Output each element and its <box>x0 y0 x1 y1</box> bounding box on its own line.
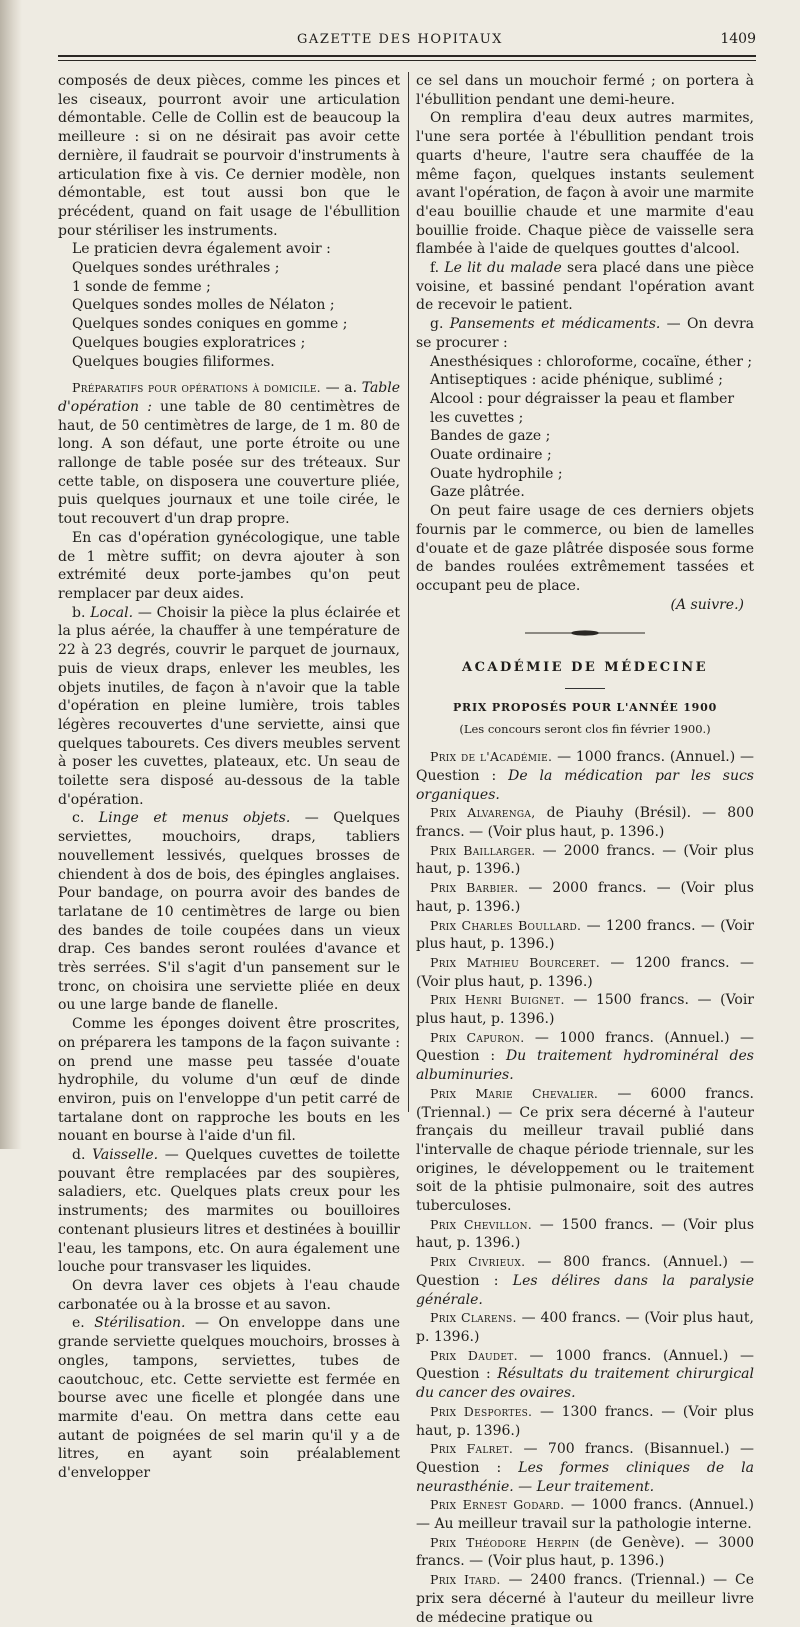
prize-name: Prix Ernest Godard. <box>430 1497 565 1513</box>
running-header: GAZETTE DES HOPITAUX <box>297 32 503 47</box>
prize-name: Prix Itard. <box>430 1572 501 1588</box>
prize-entry <box>416 1216 754 1253</box>
prize-entry <box>416 1571 754 1627</box>
prize-name: Prix Clarens. <box>430 1310 517 1326</box>
prize-text: — 1000 francs. (Annuel.) — Question : <box>416 749 754 784</box>
prize-name: Prix Baillarger. <box>430 842 536 858</box>
list-item: Quelques bougies filiformes. <box>72 353 275 370</box>
prize-name: Prix Mathieu Bourceret. <box>430 954 600 970</box>
prize-text: (de Genève). — 3000 francs. — (Voir plus haut, p. 1396.) <box>416 1534 755 1570</box>
prize-entry <box>416 1085 754 1216</box>
list-item: 1 sonde de femme ; <box>72 278 211 295</box>
list-item: Bandes de gaze ; <box>430 428 551 445</box>
prize-text: — 2000 francs. — (Voir plus haut, p. 1396.) <box>416 880 754 915</box>
prize-question: Les délires dans la paralysie générale. <box>416 1272 754 1308</box>
subheading: Table d'opération : <box>58 380 401 415</box>
subheading: Pansements et médicaments. <box>449 316 661 333</box>
list-item: Anesthésiques : chloroforme, cocaïne, éther ; <box>430 353 753 370</box>
prize-text: — 6000 francs. (Triennal.) — Ce prix sera décerné à l'auteur français du meilleur travail publié dans l'intervalle de chaque période triennale, sur les origines, le développement ou le traitement soit de la phtisie pulmonaire, soit des autres tuberculoses. <box>416 1085 754 1215</box>
prize-name: Prix Capuron. <box>430 1029 525 1045</box>
supplies-list <box>416 353 754 503</box>
prize-entry <box>416 748 754 804</box>
subheading: Le lit du malade <box>444 260 562 277</box>
prize-entry <box>416 991 754 1028</box>
paragraph: e. Stérilisation. — On enveloppe dans une grande serviette quelques mouchoirs, brosses à ongles, tampons, serviettes, tubes de caoutchouc, etc. Cette serviette est fermée en bourse avec une ficelle et plongée dans une marmite d'eau. On mettra dans cette eau autant de poignées de sel marin qu'il y a de litres, en ayant soin préalablement d'envelopper <box>58 1315 400 1482</box>
prize-entry <box>416 1403 754 1440</box>
prize-name: Prix Desportes. <box>430 1403 533 1419</box>
prize-text: — 1200 francs. — (Voir plus haut, p. 1396.) <box>416 917 754 953</box>
prize-text: — 2000 francs. — (Voir plus haut, p. 1396.) <box>416 842 754 878</box>
ornament-icon <box>525 629 645 637</box>
paragraph: Le praticien devra également avoir : <box>72 241 331 258</box>
prize-name: Prix Barbier. <box>430 880 519 896</box>
paragraph: c. Linge et menus objets. — Quelques serviettes, mouchoirs, draps, tabliers nouvellement lessivés, quelques brosses de chiendent à dos de bois, des épingles anglaises. Pour bandage, on pourra avoir des bandes de tarlatane de 10 centimètres de large ou bien des bandes de toile coupées dans un vieux drap. Ces bandes seront roulées d'avance et très serrées. S'il s'agit d'un pansement sur le tronc, on choisira une serviette pliée en deux ou une large bande de flanelle. <box>58 810 400 1014</box>
paragraph: On devra laver ces objets à l'eau chaude carbonatée ou à la brosse et au savon. <box>58 1278 400 1313</box>
list-item: Ouate hydrophile ; <box>430 465 563 482</box>
prize-list <box>416 748 754 1627</box>
paragraph: d. Vaisselle. — Quelques cuvettes de toilette pouvant être remplacées par des soupières, saladiers, etc. Quelques plats creux pour les instruments; des marmites ou bouilloires contenant plusieurs litres et destinées à bouillir l'eau, les tampons, etc. On aura également une louche pour transvaser les liquides. <box>58 1147 400 1276</box>
column-divider <box>408 72 409 1112</box>
prize-name: Prix Chevillon. <box>430 1216 533 1232</box>
prize-entry <box>416 1496 754 1533</box>
ornamental-rule <box>416 624 754 643</box>
prize-text: — 1000 francs. (Annuel.) — Au meilleur travail sur la pathologie interne. <box>416 1497 754 1533</box>
prize-name: Prix Daudet. <box>430 1347 518 1363</box>
prize-text: — 1500 francs. — (Voir plus haut, p. 1396.) <box>416 992 754 1028</box>
prizes-note: (Les concours seront clos fin février 1900.) <box>459 721 711 736</box>
prize-text: — 1500 francs. — (Voir plus haut, p. 1396.) <box>416 1216 755 1252</box>
prize-name: Prix Marie Chevalier. <box>430 1085 599 1101</box>
prize-question: Les formes cliniques de la neurasthénie. — Leur traitement. <box>416 1459 754 1495</box>
prize-entry <box>416 842 754 879</box>
prize-name: Prix Alvarenga, <box>430 805 536 821</box>
subheading: Linge et menus objets. <box>98 810 291 827</box>
subheading: Local. <box>90 604 134 621</box>
list-item: Quelques sondes uréthrales ; <box>72 260 280 277</box>
prize-text: — 700 francs. (Bisannuel.) — Question : <box>416 1441 754 1476</box>
prize-entry <box>416 1534 754 1571</box>
subheading: Vaisselle. <box>92 1147 159 1164</box>
prize-name: Prix Falret. <box>430 1441 514 1457</box>
list-item: Alcool : pour dégraisser la peau et flamber les cuvettes ; <box>430 390 735 426</box>
prize-entry <box>416 954 754 991</box>
instrument-list <box>58 259 400 371</box>
paragraph: b. Local. — Choisir la pièce la plus éclairée et la plus aérée, la chauffer à une température de 22 à 23 degrés, couvrir le parquet de journaux, puis de vieux draps, enlever les meubles, les objets inutiles, de façon à n'avoir que la table d'opération en pleine lumière, trois tables légères recouvertes d'une serviette, ainsi que quelques tabourets. Ces divers meubles servent à poser les cuvettes, plateaux, etc. Un seau de toilette sera disposé au-dessous de la table d'opération. <box>58 604 400 808</box>
prize-entry <box>416 1440 754 1496</box>
prize-entry <box>416 804 754 841</box>
list-item: Gaze plâtrée. <box>430 484 525 501</box>
prize-question: De la médication par les sucs organiques. <box>416 767 754 803</box>
prize-entry <box>416 917 754 954</box>
prize-text: — 1200 francs. — (Voir plus haut, p. 1396.) <box>416 954 754 990</box>
prize-entry <box>416 1309 754 1346</box>
prize-text: — 800 francs. (Annuel.) — Question : <box>416 1254 754 1289</box>
prize-entry <box>416 1253 754 1309</box>
list-item: Quelques sondes molles de Nélaton ; <box>72 297 335 314</box>
prize-name: Prix Civrieux. <box>430 1254 526 1270</box>
section-title: ACADÉMIE DE MÉDECINE <box>461 660 708 676</box>
list-item: Quelques bougies exploratrices ; <box>72 334 306 351</box>
section-heading: Préparatifs pour opérations à domicile. <box>72 380 321 396</box>
prize-text: — 2400 francs. (Triennal.) — Ce prix sera décerné à l'auteur du meilleur livre de médecine pratique ou <box>416 1572 754 1626</box>
prize-entry <box>416 1029 754 1085</box>
prize-name: Prix Charles Boullard. <box>430 917 582 933</box>
list-item: Quelques sondes coniques en gomme ; <box>72 316 348 333</box>
prize-name: Prix Théodore Herpin <box>430 1534 580 1550</box>
to-be-continued: (A suivre.) <box>670 596 744 613</box>
paragraph: On peut faire usage de ces derniers objets fournis par le commerce, ou bien de lamelles d'ouate et de gaze plâtrée disposée sous forme de bandes roulées extrêmement tassées et occupant peu de place. <box>416 503 754 594</box>
prizes-title: PRIX PROPOSÉS POUR L'ANNÉE 1900 <box>452 700 718 714</box>
list-item: Ouate ordinaire ; <box>430 447 552 464</box>
page-number: 1409 <box>720 31 756 47</box>
prize-name: Prix de l'Académie. <box>430 749 553 765</box>
prize-entry <box>416 879 754 916</box>
paragraph: f. Le lit du malade sera placé dans une pièce voisine, et bassiné pendant l'opération avant de recevoir le patient. <box>416 260 755 314</box>
paragraph: ce sel dans un mouchoir fermé ; on portera à l'ébullition pendant une demi-heure. <box>416 73 754 108</box>
paragraph: Préparatifs pour opérations à domicile. — a. Table d'opération : une table de 80 centimètres de haut, de 50 centimètres de large, de 1 m. 80 de long. A son défaut, une porte étroite ou une rallonge de table posée sur des tréteaux. Sur cette table, on disposera une couverture pliée, puis quelques journaux et une toile cirée, le tout recouvert d'un drap propre. <box>58 380 401 528</box>
left-column <box>58 72 401 1482</box>
prize-question: Du traitement hydrominéral des albuminuries. <box>416 1048 754 1084</box>
paragraph: g. Pansements et médicaments. — On devra se procurer : <box>416 316 754 351</box>
binding-gutter <box>0 0 22 1149</box>
subheading: Stérilisation. <box>94 1315 186 1332</box>
paragraph: composés de deux pièces, comme les pinces et les ciseaux, pourront avoir une articulation démontable. Celle de Collin est de beaucoup la meilleure : si on ne désirait pas avoir cette dernière, il faudrait se pourvoir d'instruments à articulation fixe à vis. Ce dernier modèle, non démontable, est tout aussi bon que le précédent, quand on fait usage de l'ébullition pour stériliser les instruments. <box>58 73 400 239</box>
prize-text: — 400 francs. — (Voir plus haut, p. 1396.) <box>416 1310 754 1345</box>
prize-text: de Piauhy (Brésil). — 800 francs. — (Voir plus haut, p. 1396.) <box>416 805 754 841</box>
prize-text: — 1300 francs. — (Voir plus haut, p. 1396.) <box>416 1403 754 1439</box>
prize-text: — 1000 francs. (Annuel.) — Question : <box>416 1347 754 1383</box>
prize-question: Résultats du traitement chirurgical du cancer des ovaires. <box>416 1366 754 1402</box>
prize-name: Prix Henri Buignet. <box>430 992 565 1008</box>
short-rule <box>565 688 605 689</box>
list-item: Antiseptiques : acide phénique, sublimé ; <box>430 372 723 389</box>
prize-text: — 1000 francs. (Annuel.) — Question : <box>416 1029 754 1065</box>
right-column <box>416 72 755 1626</box>
paragraph: On remplira d'eau deux autres marmites, l'une sera portée à l'ébullition pendant trois quarts d'heure, l'autre sera chauffée de la même façon, quelques instants seulement avant l'opération, de façon à avoir une marmite d'eau bouillie chaude et une marmite d'eau bouillie froide. Chaque pièce de vaisselle sera flambée à l'aide de quelques gouttes d'alcool. <box>416 110 754 258</box>
prize-entry <box>416 1347 754 1403</box>
paragraph: En cas d'opération gynécologique, une table de 1 mètre suffit; on devra ajouter à son extrémité deux porte-jambes qu'on peut remplacer par deux aides. <box>58 529 400 602</box>
header-rule <box>58 55 756 61</box>
paragraph: Comme les éponges doivent être proscrites, on préparera les tampons de la façon suivante : on prend une masse peu tassée d'ouate hydrophile, du volume d'un œuf de dinde environ, puis on l'enveloppe d'un petit carré de tartalane dont on rapproche les bouts en les nouant en bourse à l'aide d'un fil. <box>58 1016 400 1145</box>
